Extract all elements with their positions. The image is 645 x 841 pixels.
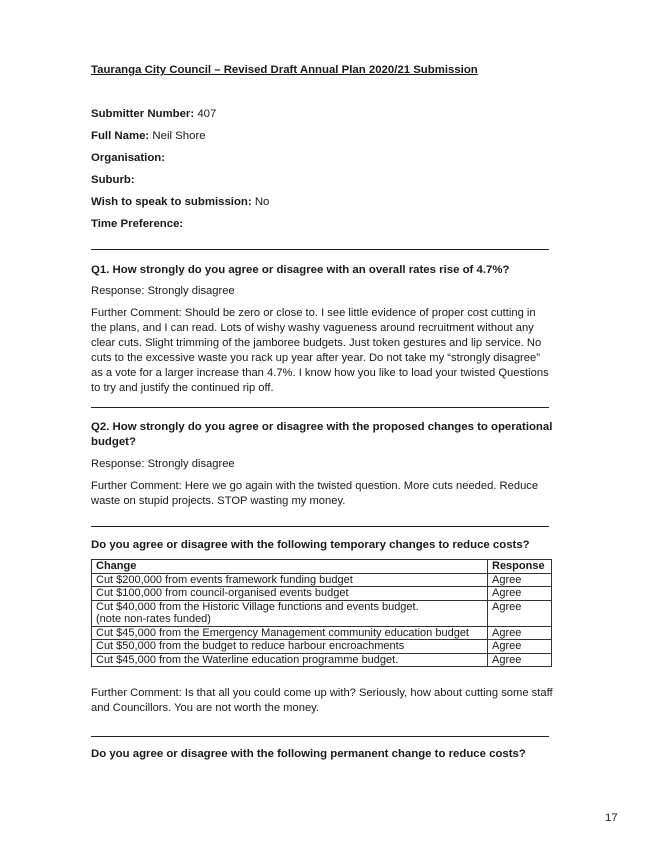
change-cell	[92, 653, 488, 667]
change-cell	[92, 626, 488, 640]
field-label: Wish to speak to submission:	[91, 196, 252, 208]
change-cell	[92, 640, 488, 654]
column-header-change: Change	[92, 560, 488, 574]
q1-comment: Further Comment: Should be zero or close to. I see little evidence of proper cost cutting in the plans, and I can read. Lots of wishy washy vagueness around recruitment without any clear cuts. Slight trimming of the jamboree budgets. Just token gestures and lip service. No cuts to the excessive waste you rack up year after year. Do not take my “strongly disagree” as a vote for a larger increase than 4.7%. I know how you like to load your twisted Questions to try and justify the continued rip off.	[91, 307, 549, 394]
full-name-field	[91, 129, 206, 144]
field-value: No	[251, 196, 270, 208]
q3-comment: Further Comment: Is that all you could come up with? Seriously, how about cutting some staff and Councillors. You are not worth the money.	[91, 687, 553, 714]
field-label: Organisation:	[91, 152, 166, 164]
field-value: Neil Shore	[149, 130, 206, 142]
change-text: Cut $45,000 from the Waterline education programme budget.	[96, 653, 399, 666]
q1-response: Response: Strongly disagree	[91, 285, 235, 297]
change-cell	[92, 573, 488, 587]
q3-question: Do you agree or disagree with the following temporary changes to reduce costs?	[91, 539, 530, 551]
q4-question: Do you agree or disagree with the following permanent change to reduce costs?	[91, 748, 526, 760]
document-title: Tauranga City Council – Revised Draft Annual Plan 2020/21 Submission	[91, 64, 478, 76]
field-label: Suburb:	[91, 174, 135, 186]
table-row	[92, 626, 552, 640]
response-cell: Agree	[488, 600, 552, 626]
change-text: Cut $100,000 from council-organised events budget	[96, 587, 349, 599]
table-row	[92, 640, 552, 654]
divider	[91, 407, 549, 408]
change-text: Cut $200,000 from events framework funding budget	[96, 573, 353, 586]
q2-question: Q2. How strongly do you agree or disagree with the proposed changes to operational budget?	[91, 421, 553, 448]
q2-comment: Further Comment: Here we go again with the twisted question. More cuts needed. Reduce waste on stupid projects. STOP wasting my money.	[91, 480, 539, 507]
field-label: Submitter Number:	[91, 108, 195, 120]
table-row	[92, 600, 552, 626]
response-cell: Agree	[488, 587, 552, 601]
change-text: Cut $45,000 from the Emergency Management community education budget	[96, 626, 469, 639]
changes-table	[91, 559, 552, 667]
change-cell	[92, 587, 488, 601]
divider	[91, 526, 549, 527]
column-header-response: Response	[488, 560, 552, 574]
table-row	[92, 587, 552, 601]
change-text: Cut $50,000 from the budget to reduce harbour encroachments	[96, 640, 405, 652]
organisation-field	[91, 151, 165, 166]
change-note: (note non-rates funded)	[96, 613, 211, 625]
suburb-field	[91, 173, 135, 188]
submitter-number-field	[91, 107, 216, 122]
change-text: Cut $40,000 from the Historic Village functions and events budget.	[96, 600, 419, 613]
response-cell: Agree	[488, 626, 552, 640]
time-preference-field	[91, 217, 183, 232]
q1-question: Q1. How strongly do you agree or disagree with an overall rates rise of 4.7%?	[91, 264, 510, 276]
divider	[91, 249, 549, 250]
divider	[91, 736, 549, 737]
response-cell: Agree	[488, 640, 552, 654]
q2-response: Response: Strongly disagree	[91, 458, 235, 470]
field-label: Time Preference:	[91, 218, 184, 230]
table-header-row	[92, 560, 552, 574]
table-row	[92, 653, 552, 667]
table-row	[92, 573, 552, 587]
page-number: 17	[605, 812, 618, 824]
field-label: Full Name:	[91, 130, 150, 142]
field-value: 407	[194, 108, 217, 120]
response-cell: Agree	[488, 573, 552, 587]
response-cell: Agree	[488, 653, 552, 667]
change-cell	[92, 600, 488, 626]
wish-to-speak-field	[91, 195, 269, 210]
